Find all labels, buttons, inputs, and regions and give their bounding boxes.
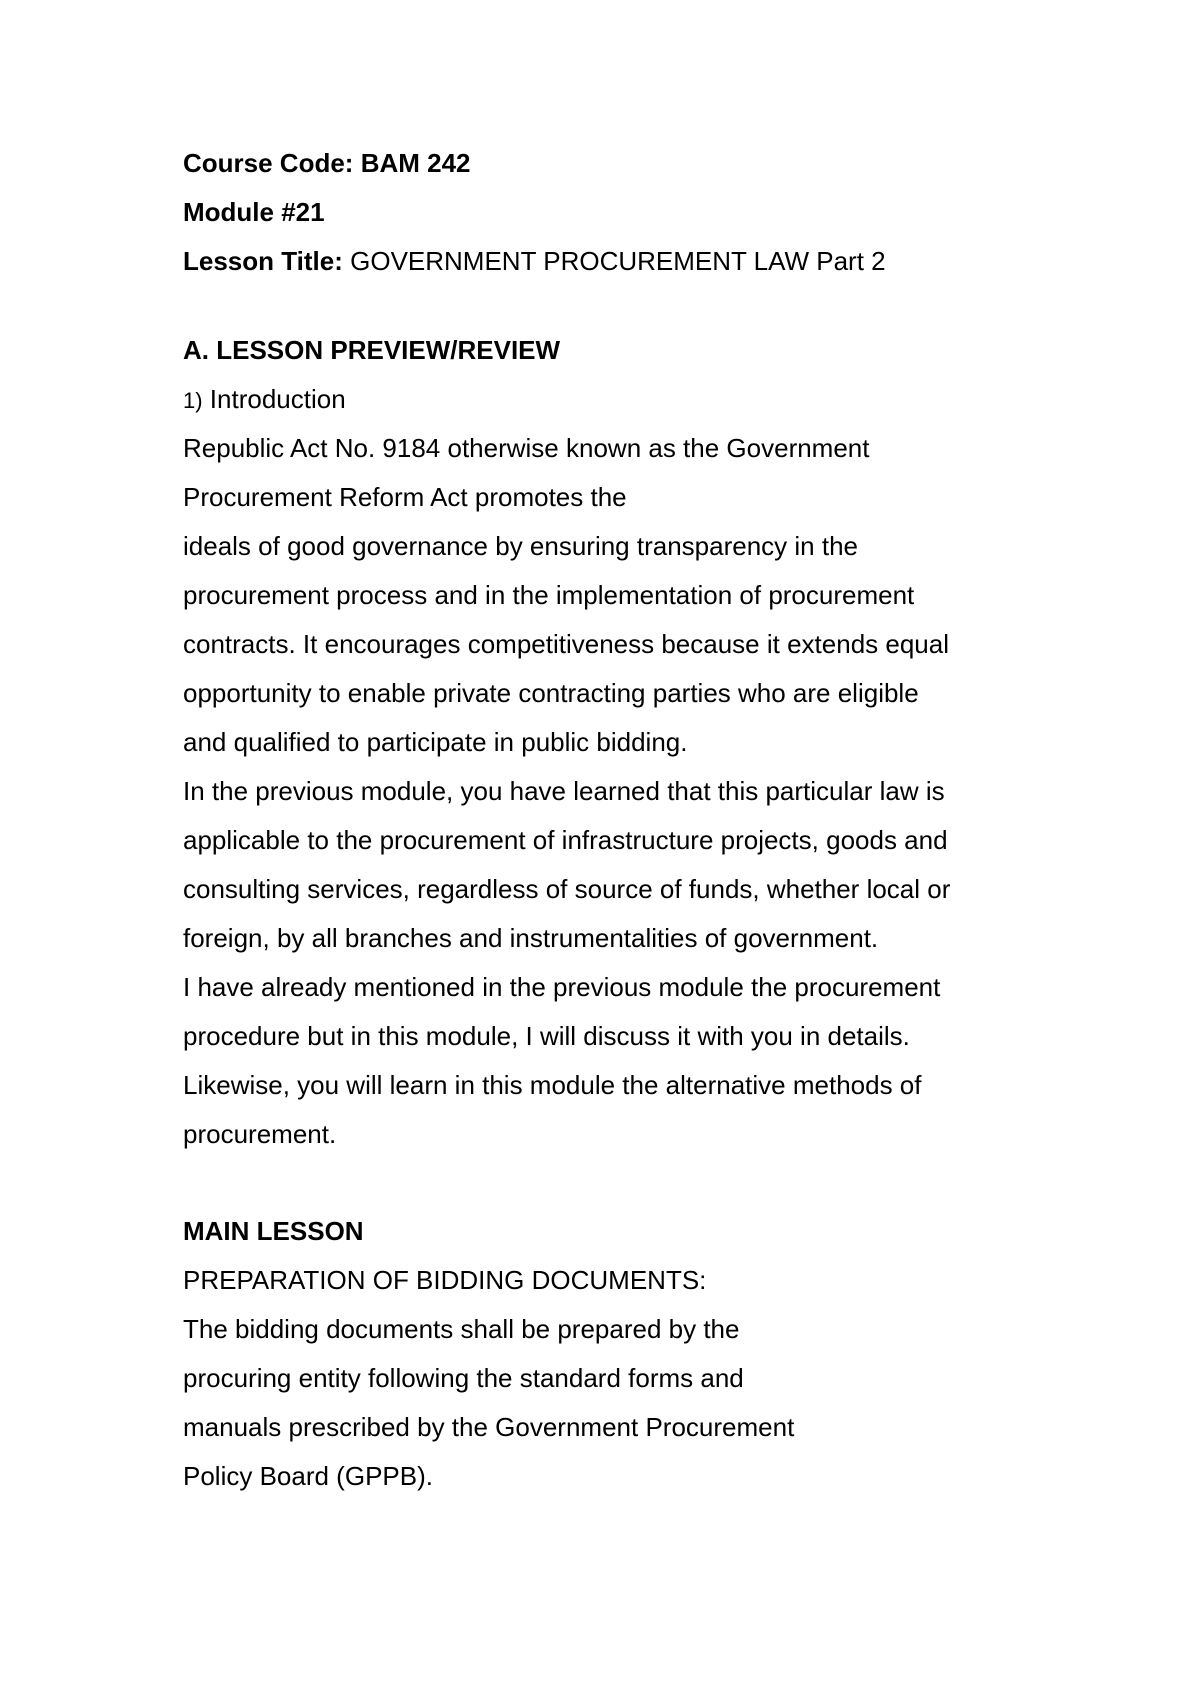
course-code-label: Course Code:	[183, 148, 354, 178]
paragraph-line: Procurement Reform Act promotes the	[183, 482, 627, 512]
lesson-title-label: Lesson Title:	[183, 246, 343, 276]
main-lesson-heading: MAIN LESSON	[183, 1216, 364, 1246]
paragraph-line: applicable to the procurement of infrastructure projects, goods and	[183, 825, 948, 855]
paragraph-line: ideals of good governance by ensuring transparency in the	[183, 531, 858, 561]
paragraph-line: contracts. It encourages competitiveness because it extends equal	[183, 629, 949, 659]
paragraph-line: I have already mentioned in the previous module the procurement	[183, 972, 941, 1002]
module-number: Module #21	[183, 197, 325, 227]
paragraph-line: procuring entity following the standard forms and	[183, 1363, 744, 1393]
course-code-value: BAM 242	[360, 148, 471, 178]
paragraph-line: Likewise, you will learn in this module the alternative methods of	[183, 1070, 922, 1100]
lesson-title-value: GOVERNMENT PROCUREMENT LAW Part 2	[350, 246, 886, 276]
paragraph-line: foreign, by all branches and instrumentalities of government.	[183, 923, 879, 953]
course-code-line	[183, 150, 471, 176]
paragraph-line: procurement.	[183, 1119, 337, 1149]
paragraph-line: Republic Act No. 9184 otherwise known as the Government	[183, 433, 870, 463]
section-a-heading: A. LESSON PREVIEW/REVIEW	[183, 335, 561, 365]
paragraph-line: procedure but in this module, I will discuss it with you in details.	[183, 1021, 910, 1051]
paragraph-line: In the previous module, you have learned that this particular law is	[183, 776, 945, 806]
paragraph-line: The bidding documents shall be prepared by the	[183, 1314, 740, 1344]
intro-label: Introduction	[209, 384, 346, 414]
paragraph-line: consulting services, regardless of source of funds, whether local or	[183, 874, 951, 904]
paragraph-line: procurement process and in the implementation of procurement	[183, 580, 915, 610]
paragraph-line: opportunity to enable private contracting parties who are eligible	[183, 678, 919, 708]
paragraph-line: and qualified to participate in public bidding.	[183, 727, 688, 757]
intro-number: 1)	[183, 388, 203, 413]
paragraph-line: manuals prescribed by the Government Procurement	[183, 1412, 795, 1442]
intro-line	[183, 386, 346, 412]
paragraph-line: Policy Board (GPPB).	[183, 1461, 433, 1491]
lesson-title-line	[183, 248, 886, 274]
main-lesson-subheading: PREPARATION OF BIDDING DOCUMENTS:	[183, 1265, 707, 1295]
